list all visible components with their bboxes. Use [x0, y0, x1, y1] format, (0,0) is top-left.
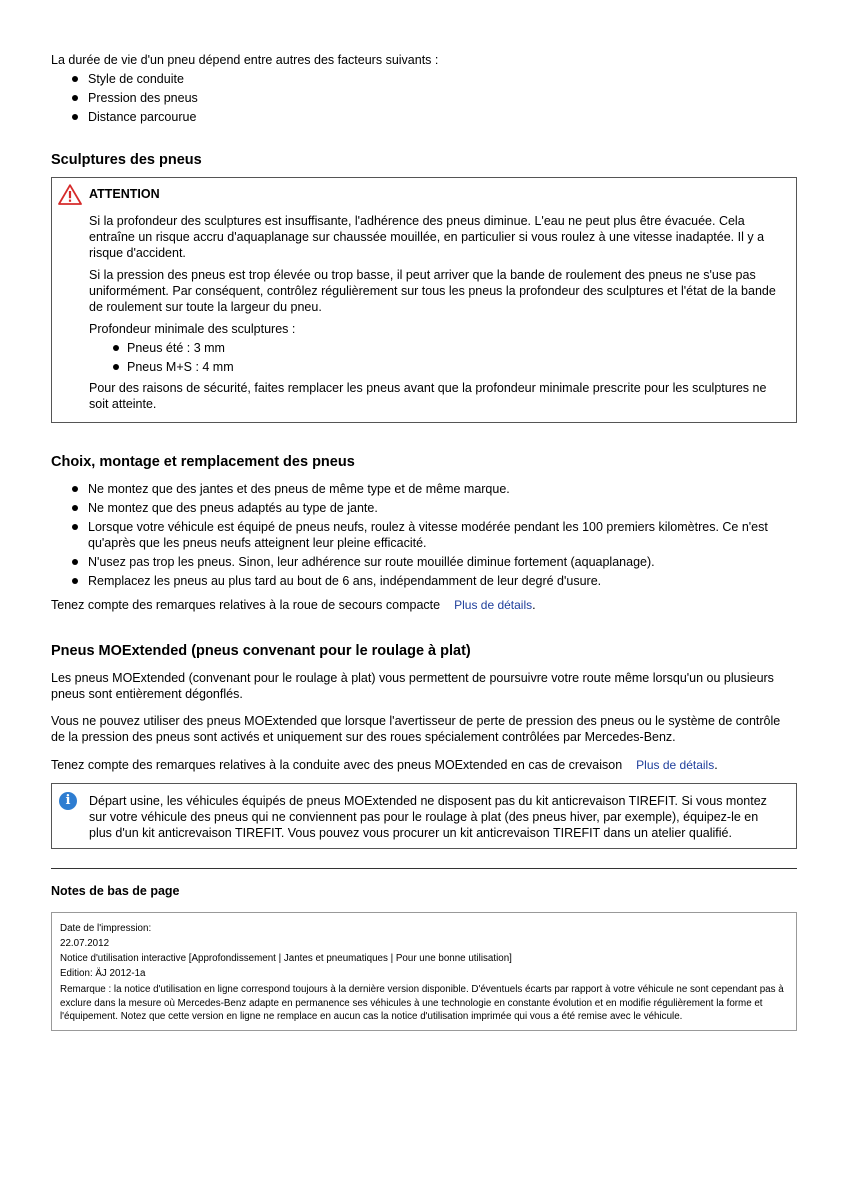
section-title-moextended: Pneus MOExtended (pneus convenant pour le roulage à plat) [51, 643, 471, 659]
section-title-sculptures: Sculptures des pneus [51, 152, 202, 168]
section-title-choix: Choix, montage et remplacement des pneus [51, 454, 355, 470]
list-item: Pression des pneus [51, 90, 797, 106]
document-content [51, 52, 797, 1031]
warning-triangle-icon [58, 184, 82, 205]
warning-label: ATTENTION [89, 187, 160, 201]
period: . [714, 758, 718, 772]
list-item: Style de conduite [51, 71, 797, 87]
footnotes-title: Notes de bas de page [51, 884, 180, 898]
manual-reference: Notice d'utilisation interactive [Approfondissement | Jantes et pneumatiques | Pour une bonne utilisation] [60, 953, 512, 964]
period: . [532, 598, 536, 612]
print-date: 22.07.2012 [60, 938, 110, 949]
footnote-separator [51, 868, 797, 869]
moe-paragraph: Les pneus MOExtended (convenant pour le roulage à plat) vous permettent de poursuivre votre route même lorsqu'un ou plusieurs pneus sont entièrement dégonflés. [51, 671, 774, 701]
details-link[interactable]: Plus de détails [454, 598, 533, 612]
choix-list [51, 481, 797, 589]
list-item: N'usez pas trop les pneus. Sinon, leur adhérence sur route mouillée diminue fortement (aquaplanage). [51, 554, 797, 570]
warning-paragraph: Profondeur minimale des sculptures : [89, 322, 296, 336]
remark: Remarque : la notice d'utilisation en ligne correspond toujours à la dernière version disponible. D'éventuels écarts par rapport à votre véhicule ne sont cependant pas à exclure dans la mesure où Mercedes-Benz adapte en permanence ses véhicules à une technologie en constante évolution et en modifie régulièrement la forme et l'équipement. Notez que cette version en ligne ne remplace en aucun cas la notice d'utilisation imprimée qui vous a été remise avec le véhicule. [60, 984, 784, 1022]
list-item: Ne montez que des jantes et des pneus de même type et de même marque. [51, 481, 797, 497]
tread-depth-list [89, 340, 784, 375]
info-icon: i [59, 792, 77, 810]
warning-paragraph: Si la profondeur des sculptures est insuffisante, l'adhérence des pneus diminue. L'eau ne peut plus être évacuée. Cela entraîne un risque accru d'aquaplanage sur chaussée mouillée, en particulier si vous roulez à une vitesse inadaptée. Il y a risque d'accident. [89, 214, 765, 260]
warning-box [51, 177, 797, 423]
choix-note [51, 597, 797, 613]
warning-paragraph: Pour des raisons de sécurité, faites remplacer les pneus avant que la profondeur minimale prescrite pour les sculptures ne soit atteinte. [89, 381, 767, 411]
info-text: Départ usine, les véhicules équipés de pneus MOExtended ne disposent pas du kit anticrevaison TIREFIT. Si vous montez sur votre véhicule des pneus qui ne conviennent pas pour le roulage à plat (des pneus hiver, par exemple), équipez-le en plus d'un kit anticrevaison TIREFIT. Vous pouvez vous procurer un kit anticrevaison TIREFIT dans un atelier qualifié. [89, 794, 767, 840]
details-link[interactable]: Plus de détails [636, 758, 715, 772]
footnote-box [51, 912, 797, 1031]
warning-paragraph: Si la pression des pneus est trop élevée ou trop basse, il peut arriver que la bande de roulement des pneus ne s'use pas uniformément. Par conséquent, contrôlez régulièrement sur tous les pneus la profondeur des sculptures et l'état de la bande de roulement sur toute la largeur du pneu. [89, 268, 776, 314]
moe-note-text: Tenez compte des remarques relatives à la conduite avec des pneus MOExtended en cas de crevaison [51, 758, 623, 772]
moe-note [51, 757, 797, 773]
list-item: Pneus M+S : 4 mm [89, 359, 784, 375]
choix-note-text: Tenez compte des remarques relatives à la roue de secours compacte [51, 598, 441, 612]
intro-text: La durée de vie d'un pneu dépend entre autres des facteurs suivants : [51, 53, 439, 67]
info-box [51, 783, 797, 849]
print-date-label: Date de l'impression: [60, 923, 152, 934]
intro-list [51, 71, 797, 125]
list-item: Pneus été : 3 mm [89, 340, 784, 356]
list-item: Distance parcourue [51, 109, 797, 125]
list-item: Lorsque votre véhicule est équipé de pneus neufs, roulez à vitesse modérée pendant les 100 premiers kilomètres. Ce n'est qu'après que les pneus neufs atteignent leur pleine efficacité. [51, 519, 797, 551]
edition: Edition: ÄJ 2012-1a [60, 968, 146, 979]
moe-paragraph: Vous ne pouvez utiliser des pneus MOExtended que lorsque l'avertisseur de perte de pression des pneus ou le système de contrôle de la pression des pneus sont activés et uniquement sur des roues spécialement contrôlées par Mercedes-Benz. [51, 714, 781, 744]
list-item: Remplacez les pneus au plus tard au bout de 6 ans, indépendamment de leur degré d'usure. [51, 573, 797, 589]
list-item: Ne montez que des pneus adaptés au type de jante. [51, 500, 797, 516]
